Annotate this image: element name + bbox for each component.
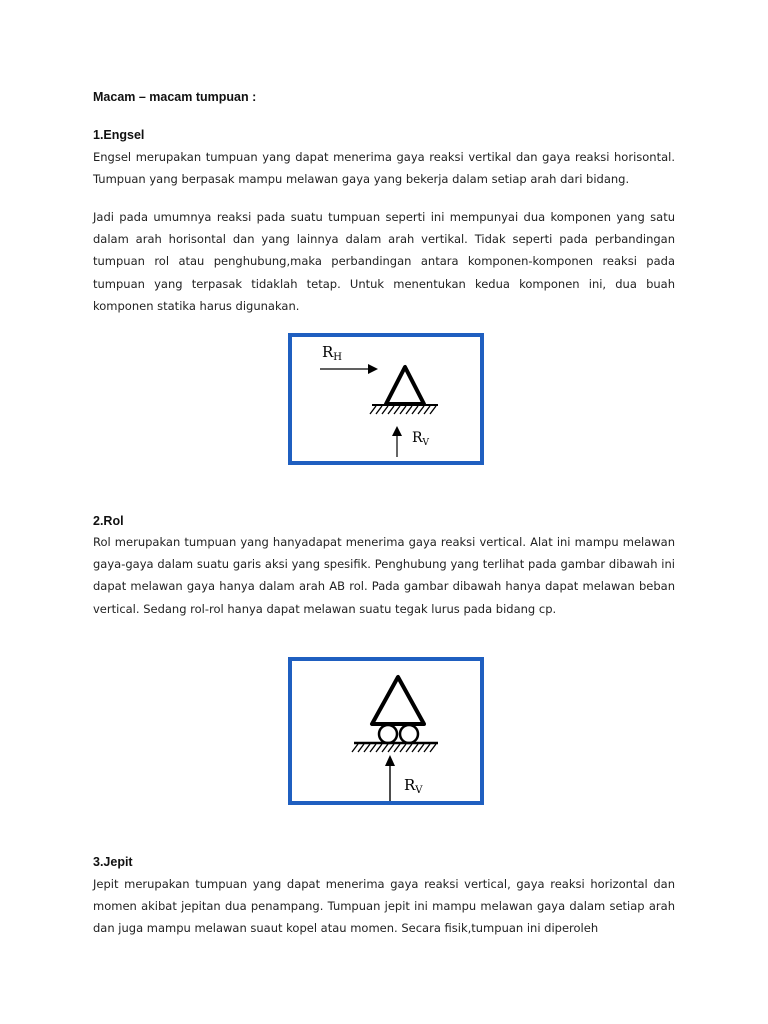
figure-border — [290, 335, 482, 463]
section-heading-rol: 2.Rol — [93, 514, 124, 528]
label-rh: $R_H$ — [322, 343, 343, 363]
figure-engsel-hinge-support — [288, 333, 484, 465]
paragraph-engsel-1: Engsel merupakan tumpuan yang dapat menerima gaya reaksi vertikal dan gaya reaksi horisontal. Tumpuan yang berpasak mampu melawan gaya yang bekerja dalam setiap arah dari bidang. — [93, 150, 675, 187]
paragraph-jepit-1: Jepit merupakan tumpuan yang dapat menerima gaya reaksi vertical, gaya reaksi horizontal dan momen akibat jepitan dua penampang. Tumpuan jepit ini mampu melawan gaya dalam setiap arah dan juga mampu melawan suaut kopel atau momen. Secara fisik,tumpuan ini diperoleh — [93, 877, 675, 936]
document-title: Macam – macam tumpuan : — [93, 90, 257, 104]
label-rv: $R_V$ — [412, 430, 430, 448]
figure-border — [290, 659, 482, 803]
section-heading-engsel: 1.Engsel — [93, 128, 145, 142]
paragraph-engsel-2: Jadi pada umumnya reaksi pada suatu tumpuan seperti ini mempunyai dua komponen yang satu dalam arah horisontal dan yang lainnya dalam arah vertikal. Tidak seperti pada perbandingan tumpuan rol atau penghubung,maka perbandingan antara komponen-komponen reaksi pada tumpuan yang terpasak tidaklah tetap. Untuk menentukan kedua komponen ini, dua buah komponen statika harus digunakan. — [93, 210, 675, 313]
section-heading-jepit: 3.Jepit — [93, 855, 133, 869]
paragraph-rol-1: Rol merupakan tumpuan yang hanyadapat menerima gaya reaksi vertical. Alat ini mampu melawan gaya-gaya dalam suatu garis aksi yang spesifik. Penghubung yang terlihat pada gambar dibawah ini dapat melawan gaya hanya dalam arah AB rol. Pada gambar dibawah hanya dapat melawan beban vertical. Sedang rol-rol hanya dapat melawan suatu tegak lurus pada bidang cp. — [93, 535, 675, 616]
label-rv: $R_V$ — [404, 776, 423, 796]
figure-rol-roller-support — [288, 657, 484, 805]
